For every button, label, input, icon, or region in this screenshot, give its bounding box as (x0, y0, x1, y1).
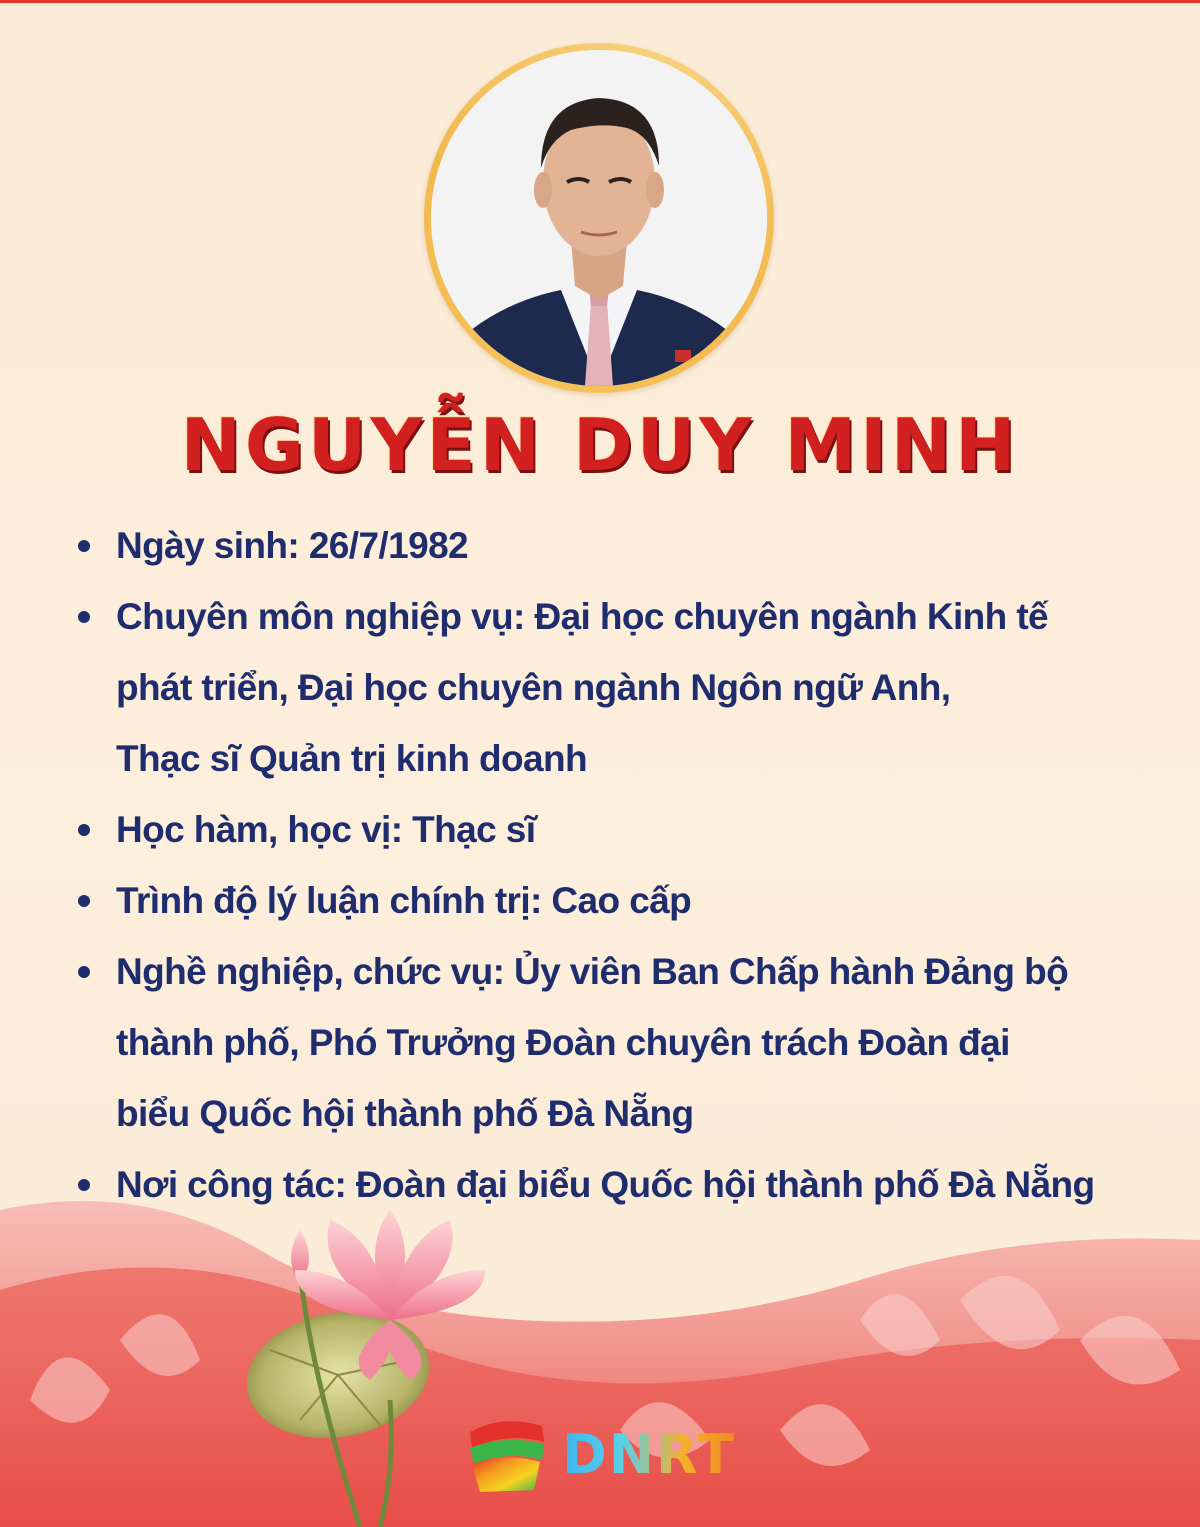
detail-text: thành phố, Phó Trưởng Đoàn chuyên trách Đoàn đại (116, 1022, 1010, 1063)
detail-expertise (68, 581, 1178, 794)
detail-text: Thạc sĩ Quản trị kinh doanh (116, 738, 588, 779)
logo-text: DNRT (562, 1420, 736, 1490)
detail-text: Chuyên môn nghiệp vụ: Đại học chuyên ngành Kinh tế (116, 596, 1049, 637)
detail-text: Trình độ lý luận chính trị: Cao cấp (116, 880, 692, 921)
dnrt-logo (462, 1412, 737, 1496)
detail-date-of-birth (68, 510, 1178, 581)
detail-text: phát triển, Đại học chuyên ngành Ngôn ngữ Anh, (116, 667, 951, 708)
detail-text: Ngày sinh: 26/7/1982 (116, 525, 469, 566)
top-border (0, 0, 1200, 3)
person-name: NGUYỄN DUY MINH (180, 403, 1020, 487)
detail-text: Nghề nghiệp, chức vụ: Ủy viên Ban Chấp hành Đảng bộ (116, 951, 1069, 992)
detail-position (68, 936, 1178, 1149)
detail-text: biểu Quốc hội thành phố Đà Nẵng (116, 1093, 694, 1134)
detail-text: Học hàm, học vị: Thạc sĩ (116, 809, 536, 850)
portrait-photo (431, 50, 767, 386)
profile-details-list (68, 510, 1178, 1220)
portrait-illustration (431, 50, 767, 386)
detail-text: Nơi công tác: Đoàn đại biểu Quốc hội thành phố Đà Nẵng (116, 1164, 1095, 1205)
dnrt-logo-icon (462, 1412, 552, 1496)
detail-political-level (68, 865, 1178, 936)
detail-academic-degree (68, 794, 1178, 865)
